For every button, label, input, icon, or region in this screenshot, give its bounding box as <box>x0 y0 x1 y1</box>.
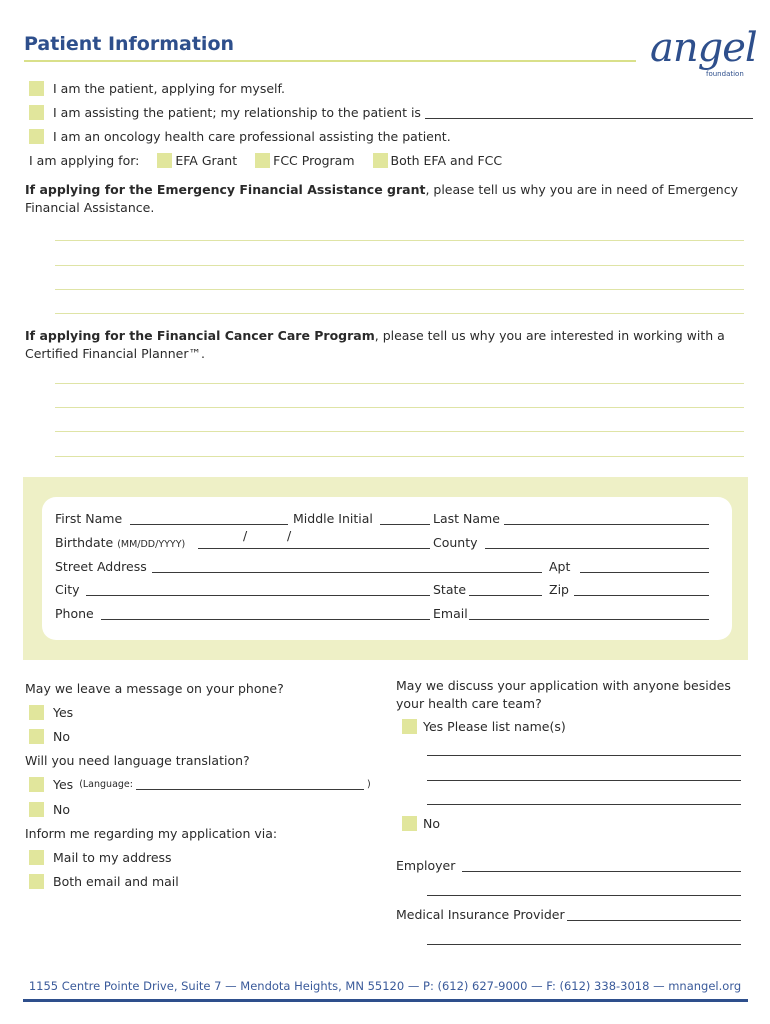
phone-field[interactable] <box>101 619 430 620</box>
checkbox-discuss-yes[interactable] <box>402 719 417 734</box>
discuss-question: May we discuss your application with anyone besides your health care team? <box>396 678 731 711</box>
option-oncology-professional <box>29 129 451 144</box>
option-translation-no <box>29 802 70 817</box>
middle-initial-label: Middle Initial <box>293 511 373 526</box>
option-label: Yes Please list name(s) <box>423 719 566 734</box>
last-name-label: Last Name <box>433 511 500 526</box>
county-label: County <box>433 535 478 550</box>
email-label: Email <box>433 606 468 621</box>
translation-question: Will you need language translation? <box>25 753 250 768</box>
names-field[interactable] <box>427 755 741 756</box>
birthdate-slash: / <box>287 528 292 543</box>
fcc-answer-line[interactable] <box>55 456 744 457</box>
checkbox-message-no[interactable] <box>29 729 44 744</box>
option-patient-self <box>29 81 285 96</box>
birthdate-label: Birthdate (MM/DD/YYYY) <box>55 535 186 550</box>
both-programs-label: Both EFA and FCC <box>390 153 503 168</box>
page-title: Patient Information <box>24 33 235 55</box>
efa-question <box>25 181 745 217</box>
option-label: Yes <box>53 777 74 792</box>
birthdate-slash: / <box>243 528 248 543</box>
insurance-label: Medical Insurance Provider <box>396 907 565 922</box>
option-label: No <box>423 816 440 831</box>
fcc-question-lead: If applying for the Financial Cancer Care Program <box>25 328 375 343</box>
birthdate-field[interactable] <box>198 548 430 549</box>
option-translation-yes <box>29 777 371 792</box>
efa-question-lead: If applying for the Emergency Financial Assistance grant <box>25 182 426 197</box>
employer-label: Employer <box>396 858 456 873</box>
relationship-field[interactable] <box>425 106 753 119</box>
birthdate-format: (MM/DD/YYYY) <box>117 539 186 550</box>
checkbox-both-programs[interactable] <box>373 153 388 168</box>
option-email-and-mail <box>29 874 179 889</box>
fcc-answer-line[interactable] <box>55 431 744 432</box>
insurance-field-2[interactable] <box>427 944 741 945</box>
county-field[interactable] <box>485 548 709 549</box>
zip-field[interactable] <box>574 595 709 596</box>
option-discuss-no <box>402 816 440 831</box>
option-label: Mail to my address <box>53 850 172 865</box>
checkbox-patient-self[interactable] <box>29 81 44 96</box>
leave-message-question: May we leave a message on your phone? <box>25 681 284 696</box>
middle-initial-field[interactable] <box>380 524 430 525</box>
checkbox-translation-yes[interactable] <box>29 777 44 792</box>
names-field[interactable] <box>427 780 741 781</box>
fcc-program-label: FCC Program <box>273 153 355 168</box>
first-name-label: First Name <box>55 511 123 526</box>
footer-divider <box>23 999 748 1002</box>
efa-answer-line[interactable] <box>55 313 744 314</box>
title-divider <box>24 60 636 62</box>
checkbox-oncology-professional[interactable] <box>29 129 44 144</box>
email-field[interactable] <box>469 619 709 620</box>
option-message-no <box>29 729 70 744</box>
fcc-answer-line[interactable] <box>55 407 744 408</box>
checkbox-discuss-no[interactable] <box>402 816 417 831</box>
city-label: City <box>55 582 80 597</box>
checkbox-message-yes[interactable] <box>29 705 44 720</box>
fcc-answer-line[interactable] <box>55 383 744 384</box>
efa-answer-line[interactable] <box>55 289 744 290</box>
apt-field[interactable] <box>580 572 709 573</box>
option-mail <box>29 850 172 865</box>
footer-contact: 1155 Centre Pointe Drive, Suite 7 — Mendota Heights, MN 55120 — P: (612) 627-9000 — F: (612) 338-3018 — mnangel.org <box>28 979 742 993</box>
option-label: No <box>53 729 70 744</box>
fcc-question-text: , please tell us why you are interested in working with a Certified Financial Planner™. <box>25 328 725 361</box>
first-name-field[interactable] <box>130 524 288 525</box>
state-label: State <box>433 582 467 597</box>
employer-field[interactable] <box>462 871 741 872</box>
efa-answer-line[interactable] <box>55 240 744 241</box>
efa-grant-label: EFA Grant <box>175 153 238 168</box>
apt-label: Apt <box>549 559 571 574</box>
efa-answer-line[interactable] <box>55 265 744 266</box>
zip-label: Zip <box>549 582 569 597</box>
street-address-label: Street Address <box>55 559 147 574</box>
checkbox-assisting[interactable] <box>29 105 44 120</box>
checkbox-fcc-program[interactable] <box>255 153 270 168</box>
checkbox-email-and-mail[interactable] <box>29 874 44 889</box>
option-label: Both email and mail <box>53 874 179 889</box>
names-field[interactable] <box>427 804 741 805</box>
phone-label: Phone <box>55 606 94 621</box>
option-label: I am an oncology health care professional assisting the patient. <box>53 129 451 144</box>
option-message-yes <box>29 705 73 720</box>
checkbox-efa-grant[interactable] <box>157 153 172 168</box>
applying-for-row <box>29 153 502 168</box>
logo-subtitle: foundation <box>706 70 744 78</box>
personal-info-card <box>42 497 732 640</box>
efa-question-text: , please tell us why you are in need of Emergency Financial Assistance. <box>25 182 739 215</box>
option-label: I am the patient, applying for myself. <box>53 81 285 96</box>
logo-wordmark: angel <box>650 25 757 71</box>
applying-for-label: I am applying for: <box>29 153 140 168</box>
option-label: I am assisting the patient; my relationship to the patient is <box>53 105 421 120</box>
city-field[interactable] <box>86 595 430 596</box>
employer-field-2[interactable] <box>427 895 741 896</box>
language-label: (Language: <box>79 779 133 790</box>
option-assisting <box>29 105 753 120</box>
fcc-question <box>25 327 745 363</box>
language-field[interactable] <box>136 779 364 790</box>
angel-foundation-logo <box>650 25 757 80</box>
checkbox-translation-no[interactable] <box>29 802 44 817</box>
street-address-field[interactable] <box>152 572 542 573</box>
option-label: Yes <box>53 705 74 720</box>
option-discuss-yes <box>402 719 566 734</box>
inform-question: Inform me regarding my application via: <box>25 826 278 841</box>
state-field[interactable] <box>469 595 542 596</box>
checkbox-mail[interactable] <box>29 850 44 865</box>
insurance-field[interactable] <box>567 920 741 921</box>
option-label: No <box>53 802 70 817</box>
last-name-field[interactable] <box>504 524 709 525</box>
language-close: ) <box>366 779 371 790</box>
